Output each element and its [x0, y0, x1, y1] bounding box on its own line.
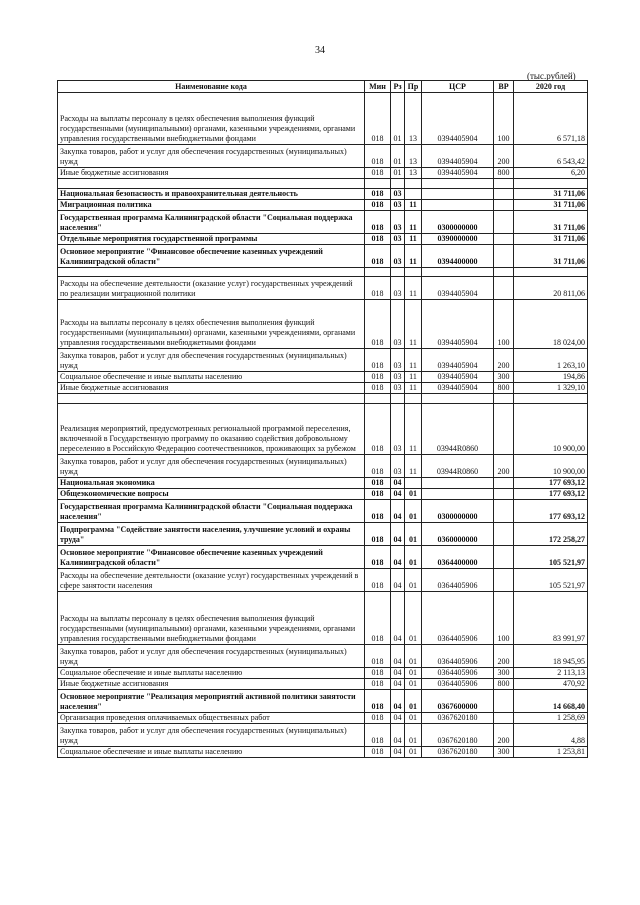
cell-pr: 11	[405, 300, 422, 349]
cell-rz: 03	[391, 300, 405, 349]
cell-csr: 0367600000	[422, 690, 494, 713]
cell-csr: 0364405906	[422, 668, 494, 679]
cell-name: Подпрограмма "Содействие занятости населения, улучшение условий и охраны труда"	[58, 523, 365, 546]
cell-vr: 100	[494, 93, 514, 145]
cell-vr	[494, 489, 514, 500]
cell-min: 018	[365, 189, 391, 200]
cell-min: 018	[365, 500, 391, 523]
cell-vr: 800	[494, 168, 514, 179]
table-row	[58, 372, 588, 383]
cell-vr	[494, 189, 514, 200]
cell-name: Расходы на выплаты персоналу в целях обеспечения выполнения функций государственными (муниципальными) органами, казенными учреждениями, органами управления государственными внебюджетными фондами	[58, 592, 365, 645]
cell-rz: 03	[391, 372, 405, 383]
cell-sum: 1 253,81	[514, 747, 588, 758]
cell-sum	[514, 394, 588, 404]
cell-name: Основное мероприятие "Реализация мероприятий активной политики занятости населения"	[58, 690, 365, 713]
table-row	[58, 679, 588, 690]
cell-pr: 13	[405, 145, 422, 168]
cell-vr: 800	[494, 383, 514, 394]
table-row	[58, 179, 588, 189]
cell-pr	[405, 179, 422, 189]
cell-vr: 200	[494, 145, 514, 168]
cell-vr	[494, 500, 514, 523]
cell-vr	[494, 523, 514, 546]
cell-name: Государственная программа Калининградской области "Социальная поддержка населения"	[58, 500, 365, 523]
cell-rz: 04	[391, 724, 405, 747]
cell-name: Иные бюджетные ассигнования	[58, 383, 365, 394]
table-row	[58, 383, 588, 394]
cell-vr	[494, 690, 514, 713]
cell-vr	[494, 200, 514, 211]
cell-sum: 31 711,06	[514, 245, 588, 268]
cell-min: 018	[365, 724, 391, 747]
table-row	[58, 394, 588, 404]
cell-csr: 03944R0860	[422, 404, 494, 455]
cell-min: 018	[365, 546, 391, 569]
table-row	[58, 747, 588, 758]
cell-csr	[422, 179, 494, 189]
cell-min: 018	[365, 690, 391, 713]
cell-sum: 194,86	[514, 372, 588, 383]
cell-csr	[422, 268, 494, 277]
table-header-row	[58, 81, 588, 93]
cell-rz: 03	[391, 200, 405, 211]
cell-vr	[494, 179, 514, 189]
cell-name: Закупка товаров, работ и услуг для обеспечения государственных (муниципальных) нужд	[58, 724, 365, 747]
table-row	[58, 690, 588, 713]
cell-name: Закупка товаров, работ и услуг для обеспечения государственных (муниципальных) нужд	[58, 349, 365, 372]
table-row	[58, 168, 588, 179]
table-row	[58, 93, 588, 145]
cell-sum: 20 811,06	[514, 277, 588, 300]
table-row	[58, 277, 588, 300]
cell-min: 018	[365, 200, 391, 211]
cell-sum: 105 521,97	[514, 569, 588, 592]
cell-vr	[494, 546, 514, 569]
cell-name: Социальное обеспечение и иные выплаты населению	[58, 747, 365, 758]
cell-name: Расходы на выплаты персоналу в целях обеспечения выполнения функций государственными (муниципальными) органами, казенными учреждениями, органами управления государственными внебюджетными фондами	[58, 93, 365, 145]
cell-pr: 01	[405, 747, 422, 758]
cell-csr: 0394405904	[422, 300, 494, 349]
cell-name	[58, 179, 365, 189]
cell-rz: 03	[391, 245, 405, 268]
cell-pr: 11	[405, 200, 422, 211]
cell-min: 018	[365, 145, 391, 168]
cell-min: 018	[365, 489, 391, 500]
cell-pr: 11	[405, 349, 422, 372]
cell-sum: 1 258,69	[514, 713, 588, 724]
cell-pr: 01	[405, 668, 422, 679]
cell-vr	[494, 234, 514, 245]
col-header-min: Мин	[365, 81, 391, 93]
cell-sum: 6 571,18	[514, 93, 588, 145]
cell-min: 018	[365, 747, 391, 758]
cell-sum: 172 258,27	[514, 523, 588, 546]
cell-vr: 100	[494, 300, 514, 349]
cell-sum: 14 668,40	[514, 690, 588, 713]
cell-csr: 0367620180	[422, 724, 494, 747]
col-header-csr: ЦСР	[422, 81, 494, 93]
cell-sum: 18 945,95	[514, 645, 588, 668]
cell-sum: 4,88	[514, 724, 588, 747]
cell-sum: 6 543,42	[514, 145, 588, 168]
cell-rz	[391, 268, 405, 277]
table-body	[58, 93, 588, 758]
table-row	[58, 645, 588, 668]
cell-csr: 0367620180	[422, 747, 494, 758]
cell-rz: 04	[391, 747, 405, 758]
cell-rz: 03	[391, 211, 405, 234]
cell-min: 018	[365, 383, 391, 394]
cell-rz: 04	[391, 668, 405, 679]
cell-vr: 100	[494, 592, 514, 645]
cell-rz: 04	[391, 690, 405, 713]
cell-pr: 01	[405, 679, 422, 690]
col-header-rz: Рз	[391, 81, 405, 93]
cell-name: Основное мероприятие "Финансовое обеспечение казенных учреждений Калининградской области"	[58, 546, 365, 569]
cell-sum: 105 521,97	[514, 546, 588, 569]
cell-csr: 0360000000	[422, 523, 494, 546]
table-row	[58, 234, 588, 245]
cell-min	[365, 394, 391, 404]
cell-sum: 470,92	[514, 679, 588, 690]
cell-vr: 300	[494, 372, 514, 383]
cell-rz: 01	[391, 168, 405, 179]
cell-pr: 01	[405, 489, 422, 500]
cell-pr: 11	[405, 245, 422, 268]
cell-sum: 2 113,13	[514, 668, 588, 679]
cell-rz: 04	[391, 645, 405, 668]
cell-csr: 0394405904	[422, 372, 494, 383]
cell-rz: 04	[391, 569, 405, 592]
cell-sum: 177 693,12	[514, 489, 588, 500]
cell-vr	[494, 478, 514, 489]
cell-name: Социальное обеспечение и иные выплаты населению	[58, 372, 365, 383]
cell-csr	[422, 478, 494, 489]
cell-csr: 0364405906	[422, 679, 494, 690]
table-row	[58, 145, 588, 168]
cell-pr	[405, 268, 422, 277]
cell-sum: 1 329,10	[514, 383, 588, 394]
col-header-vr: ВР	[494, 81, 514, 93]
cell-rz	[391, 179, 405, 189]
cell-csr	[422, 394, 494, 404]
col-header-name: Наименование кода	[58, 81, 365, 93]
cell-pr: 11	[405, 455, 422, 478]
cell-csr: 0364405906	[422, 592, 494, 645]
cell-sum: 6,20	[514, 168, 588, 179]
cell-pr: 01	[405, 713, 422, 724]
cell-name: Расходы на обеспечение деятельности (оказание услуг) государственных учреждений по реализации миграционной политики	[58, 277, 365, 300]
cell-csr: 0394405904	[422, 349, 494, 372]
cell-rz	[391, 394, 405, 404]
cell-csr: 0394400000	[422, 245, 494, 268]
cell-min: 018	[365, 713, 391, 724]
cell-min: 018	[365, 372, 391, 383]
cell-rz: 04	[391, 713, 405, 724]
cell-csr: 0394405904	[422, 383, 494, 394]
cell-csr: 0300000000	[422, 211, 494, 234]
cell-sum: 177 693,12	[514, 478, 588, 489]
cell-min	[365, 179, 391, 189]
cell-csr: 03944R0860	[422, 455, 494, 478]
cell-name	[58, 268, 365, 277]
cell-csr: 0394405904	[422, 93, 494, 145]
cell-rz: 04	[391, 489, 405, 500]
cell-min: 018	[365, 404, 391, 455]
cell-csr: 0394405904	[422, 277, 494, 300]
budget-table	[57, 80, 588, 758]
cell-csr: 0390000000	[422, 234, 494, 245]
table-row	[58, 478, 588, 489]
cell-rz: 04	[391, 592, 405, 645]
cell-name: Расходы на обеспечение деятельности (оказание услуг) государственных учреждений в сфере занятости населения	[58, 569, 365, 592]
cell-name: Организация проведения оплачиваемых общественных работ	[58, 713, 365, 724]
cell-pr: 11	[405, 277, 422, 300]
cell-csr	[422, 489, 494, 500]
cell-vr	[494, 211, 514, 234]
cell-name: Закупка товаров, работ и услуг для обеспечения государственных (муниципальных) нужд	[58, 645, 365, 668]
cell-pr: 01	[405, 523, 422, 546]
cell-pr: 13	[405, 168, 422, 179]
cell-rz: 04	[391, 679, 405, 690]
cell-pr: 11	[405, 211, 422, 234]
cell-min	[365, 268, 391, 277]
table-row	[58, 500, 588, 523]
cell-vr	[494, 569, 514, 592]
cell-pr	[405, 478, 422, 489]
cell-sum: 83 991,97	[514, 592, 588, 645]
table-row	[58, 489, 588, 500]
cell-name: Миграционная политика	[58, 200, 365, 211]
table-row	[58, 404, 588, 455]
cell-rz: 01	[391, 145, 405, 168]
col-header-year: 2020 год	[514, 81, 588, 93]
cell-csr: 0394405904	[422, 145, 494, 168]
cell-name: Закупка товаров, работ и услуг для обеспечения государственных (муниципальных) нужд	[58, 455, 365, 478]
table-row	[58, 349, 588, 372]
cell-name: Отдельные мероприятия государственной программы	[58, 234, 365, 245]
cell-csr	[422, 200, 494, 211]
cell-min: 018	[365, 168, 391, 179]
table-row	[58, 245, 588, 268]
cell-sum: 177 693,12	[514, 500, 588, 523]
cell-vr	[494, 404, 514, 455]
cell-name: Иные бюджетные ассигнования	[58, 679, 365, 690]
units-note: (тыс.рублей)	[527, 71, 576, 81]
cell-pr: 01	[405, 569, 422, 592]
table-row	[58, 455, 588, 478]
cell-vr: 200	[494, 724, 514, 747]
cell-name: Иные бюджетные ассигнования	[58, 168, 365, 179]
cell-vr: 300	[494, 747, 514, 758]
cell-sum: 10 900,00	[514, 455, 588, 478]
cell-name: Основное мероприятие "Финансовое обеспечение казенных учреждений Калининградской области"	[58, 245, 365, 268]
cell-sum: 31 711,06	[514, 211, 588, 234]
cell-min: 018	[365, 679, 391, 690]
cell-pr: 11	[405, 404, 422, 455]
cell-min: 018	[365, 211, 391, 234]
cell-name: Социальное обеспечение и иные выплаты населению	[58, 668, 365, 679]
cell-min: 018	[365, 349, 391, 372]
cell-sum	[514, 268, 588, 277]
cell-pr: 11	[405, 234, 422, 245]
table-row	[58, 668, 588, 679]
cell-min: 018	[365, 455, 391, 478]
cell-pr: 01	[405, 592, 422, 645]
cell-min: 018	[365, 668, 391, 679]
cell-csr	[422, 189, 494, 200]
table-row	[58, 268, 588, 277]
col-header-pr: Пр	[405, 81, 422, 93]
cell-pr: 01	[405, 546, 422, 569]
page-number: 34	[315, 45, 325, 56]
cell-vr	[494, 268, 514, 277]
cell-pr: 11	[405, 383, 422, 394]
cell-sum: 18 024,00	[514, 300, 588, 349]
cell-vr: 200	[494, 455, 514, 478]
table-row	[58, 200, 588, 211]
cell-min: 018	[365, 245, 391, 268]
cell-sum: 31 711,06	[514, 234, 588, 245]
cell-vr: 200	[494, 349, 514, 372]
cell-rz: 03	[391, 404, 405, 455]
cell-pr	[405, 394, 422, 404]
cell-vr: 300	[494, 668, 514, 679]
cell-sum: 10 900,00	[514, 404, 588, 455]
cell-min: 018	[365, 300, 391, 349]
table-row	[58, 569, 588, 592]
cell-csr: 0367620180	[422, 713, 494, 724]
cell-rz: 03	[391, 277, 405, 300]
cell-rz: 03	[391, 234, 405, 245]
cell-rz: 03	[391, 383, 405, 394]
table-row	[58, 724, 588, 747]
table-row	[58, 713, 588, 724]
cell-rz: 04	[391, 500, 405, 523]
cell-min: 018	[365, 234, 391, 245]
cell-name: Национальная экономика	[58, 478, 365, 489]
cell-csr: 0364405906	[422, 645, 494, 668]
cell-vr	[494, 713, 514, 724]
cell-csr: 0364405906	[422, 569, 494, 592]
cell-rz: 03	[391, 189, 405, 200]
cell-min: 018	[365, 523, 391, 546]
cell-vr	[494, 277, 514, 300]
table-row	[58, 523, 588, 546]
cell-vr: 800	[494, 679, 514, 690]
table-row	[58, 211, 588, 234]
table-row	[58, 300, 588, 349]
cell-csr: 0364400000	[422, 546, 494, 569]
cell-min: 018	[365, 645, 391, 668]
cell-name: Национальная безопасность и правоохранительная деятельность	[58, 189, 365, 200]
table-row	[58, 592, 588, 645]
cell-name: Закупка товаров, работ и услуг для обеспечения государственных (муниципальных) нужд	[58, 145, 365, 168]
table-row	[58, 546, 588, 569]
cell-rz: 04	[391, 478, 405, 489]
cell-min: 018	[365, 93, 391, 145]
cell-csr: 0300000000	[422, 500, 494, 523]
cell-sum: 31 711,06	[514, 200, 588, 211]
cell-name: Государственная программа Калининградской области "Социальная поддержка населения"	[58, 211, 365, 234]
cell-vr	[494, 245, 514, 268]
cell-pr: 01	[405, 690, 422, 713]
table-row	[58, 189, 588, 200]
cell-vr	[494, 394, 514, 404]
cell-rz: 04	[391, 546, 405, 569]
cell-vr: 200	[494, 645, 514, 668]
cell-rz: 03	[391, 349, 405, 372]
cell-pr: 01	[405, 724, 422, 747]
cell-min: 018	[365, 478, 391, 489]
cell-rz: 03	[391, 455, 405, 478]
cell-sum: 31 711,06	[514, 189, 588, 200]
cell-rz: 01	[391, 93, 405, 145]
cell-sum	[514, 179, 588, 189]
cell-pr: 01	[405, 500, 422, 523]
cell-min: 018	[365, 592, 391, 645]
cell-csr: 0394405904	[422, 168, 494, 179]
cell-sum: 1 263,10	[514, 349, 588, 372]
cell-min: 018	[365, 277, 391, 300]
cell-min: 018	[365, 569, 391, 592]
cell-name: Расходы на выплаты персоналу в целях обеспечения выполнения функций государственными (муниципальными) органами, казенными учреждениями, органами управления государственными внебюджетными фондами	[58, 300, 365, 349]
cell-name: Общеэкономические вопросы	[58, 489, 365, 500]
cell-pr: 01	[405, 645, 422, 668]
cell-pr: 13	[405, 93, 422, 145]
cell-pr: 11	[405, 372, 422, 383]
cell-name	[58, 394, 365, 404]
cell-name: Реализация мероприятий, предусмотренных региональной программой переселения, включенной в Государственную программу по оказанию содействия добровольному переселению в Российскую Федерацию соотечественников, проживающих за рубежом	[58, 404, 365, 455]
cell-pr	[405, 189, 422, 200]
cell-rz: 04	[391, 523, 405, 546]
